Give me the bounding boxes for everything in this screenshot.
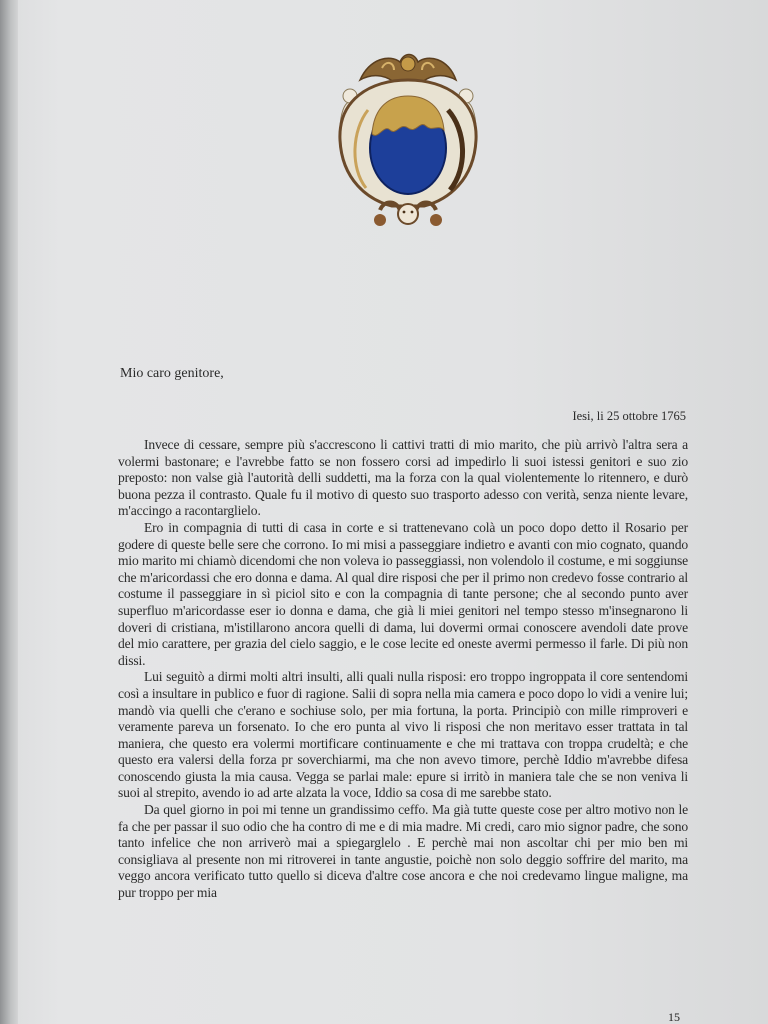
page-number: 15 [668, 1010, 680, 1024]
letter-date: Iesi, li 25 ottobre 1765 [572, 409, 686, 423]
letter-paragraph-1: Invece di cessare, sempre più s'accrescono li cattivi tratti di mio marito, che più arrivò l'altra sera a volermi bastonare; e l'avrebbe fatto se non fossero corsi ad impedirlo li suoi istessi genitori e suo zio preposto: non valse già l'autorità delli suddetti, ma la forza con la qual violentemente lo ritennero, e durò buona pezza il contrasto. Quale fu il motivo di questo suo trasporto adesso con verità, senza niente levare, m'accingo a racontarglielo. [118, 437, 688, 519]
coat-of-arms-crest [330, 50, 486, 232]
book-gutter [0, 0, 18, 1024]
letter-salutation: Mio caro genitore, [120, 366, 224, 381]
letter-paragraph-3: Lui seguitò a dirmi molti altri insulti, alli quali nulla risposi: ero troppo ingroppata il core sentendomi così a insultare in publico e fuor di ragione. Salii di sopra nella mia camera e poco dopo lo vidi a venire lui; mandò via quelli che c'erano e sochiuse solo, per mia fortuna, la porta. Principiò con mille rimproveri e veramente pareva un forsenato. Io che ero punta al vivo li risposi che non meritavo esser trattata in tal maniera, che questo era volermi mortificare continuamente e che mi trattava con troppa crudeltà; e che questo era valersi della forza pr soverchiarmi, ma che non avevo timore, perchè Iddio m'avrebbe difesa conoscendo giusta la mia causa. Vegga se parlai male: epure si irritò in maniera tale che se non veniva li suoi al strepito, avendo io ad arte alzata la voce, Iddio sa cosa di me sarebbe stato. [118, 669, 688, 801]
letter-paragraph-4: Da quel giorno in poi mi tenne un grandissimo ceffo. Ma già tutte queste cose per altro motivo non le fa che per passar il suo odio che ha contro di me e di mia madre. Mi credi, caro mio signor padre, che sono tanto infelice che non arriverò mai a spiegarglelo . E perchè mai non ascoltar chi per mio ben mi consigliava al presente non mi ritroverei in tante angustie, poichè non solo deggio soffrire del marito, ma veggo ancora verificato tutto quello si diceva d'altre cose ancora e che noi credevamo lingue maligne, ma pur troppo per mia [118, 802, 688, 901]
letter-body [118, 437, 688, 902]
letter-paragraph-2: Ero in compagnia di tutti di casa in corte e si trattenevano colà un poco dopo detto il Rosario per godere di queste belle sere che corrono. Io mi misi a passeggiare indietro e avanti con mio cognato, quando mio marito mi chiamò dicendomi che non voleva io passeggiassi, non volendolo il costume, e mi soggiunse che m'aricordassi che ero donna e dama. Al qual dire risposi che per il primo non credevo fosse contrario al costume il passeggiare in sì piciol sito e con la compagnia di tante persone; che al secondo punto aver superfluo m'aricordasse eser io donna e dama, che già li miei genitori nel tempo stesso m'insegnarono li doveri di cristiana, m'istillarono ancora quelli di dama, lui dovermi ormai conoscere avendoli date prove del mio carattere, per grazia del cielo saggio, e le cose lecite ed oneste avermi permesso il farle. Di più non dissi. [118, 519, 688, 668]
